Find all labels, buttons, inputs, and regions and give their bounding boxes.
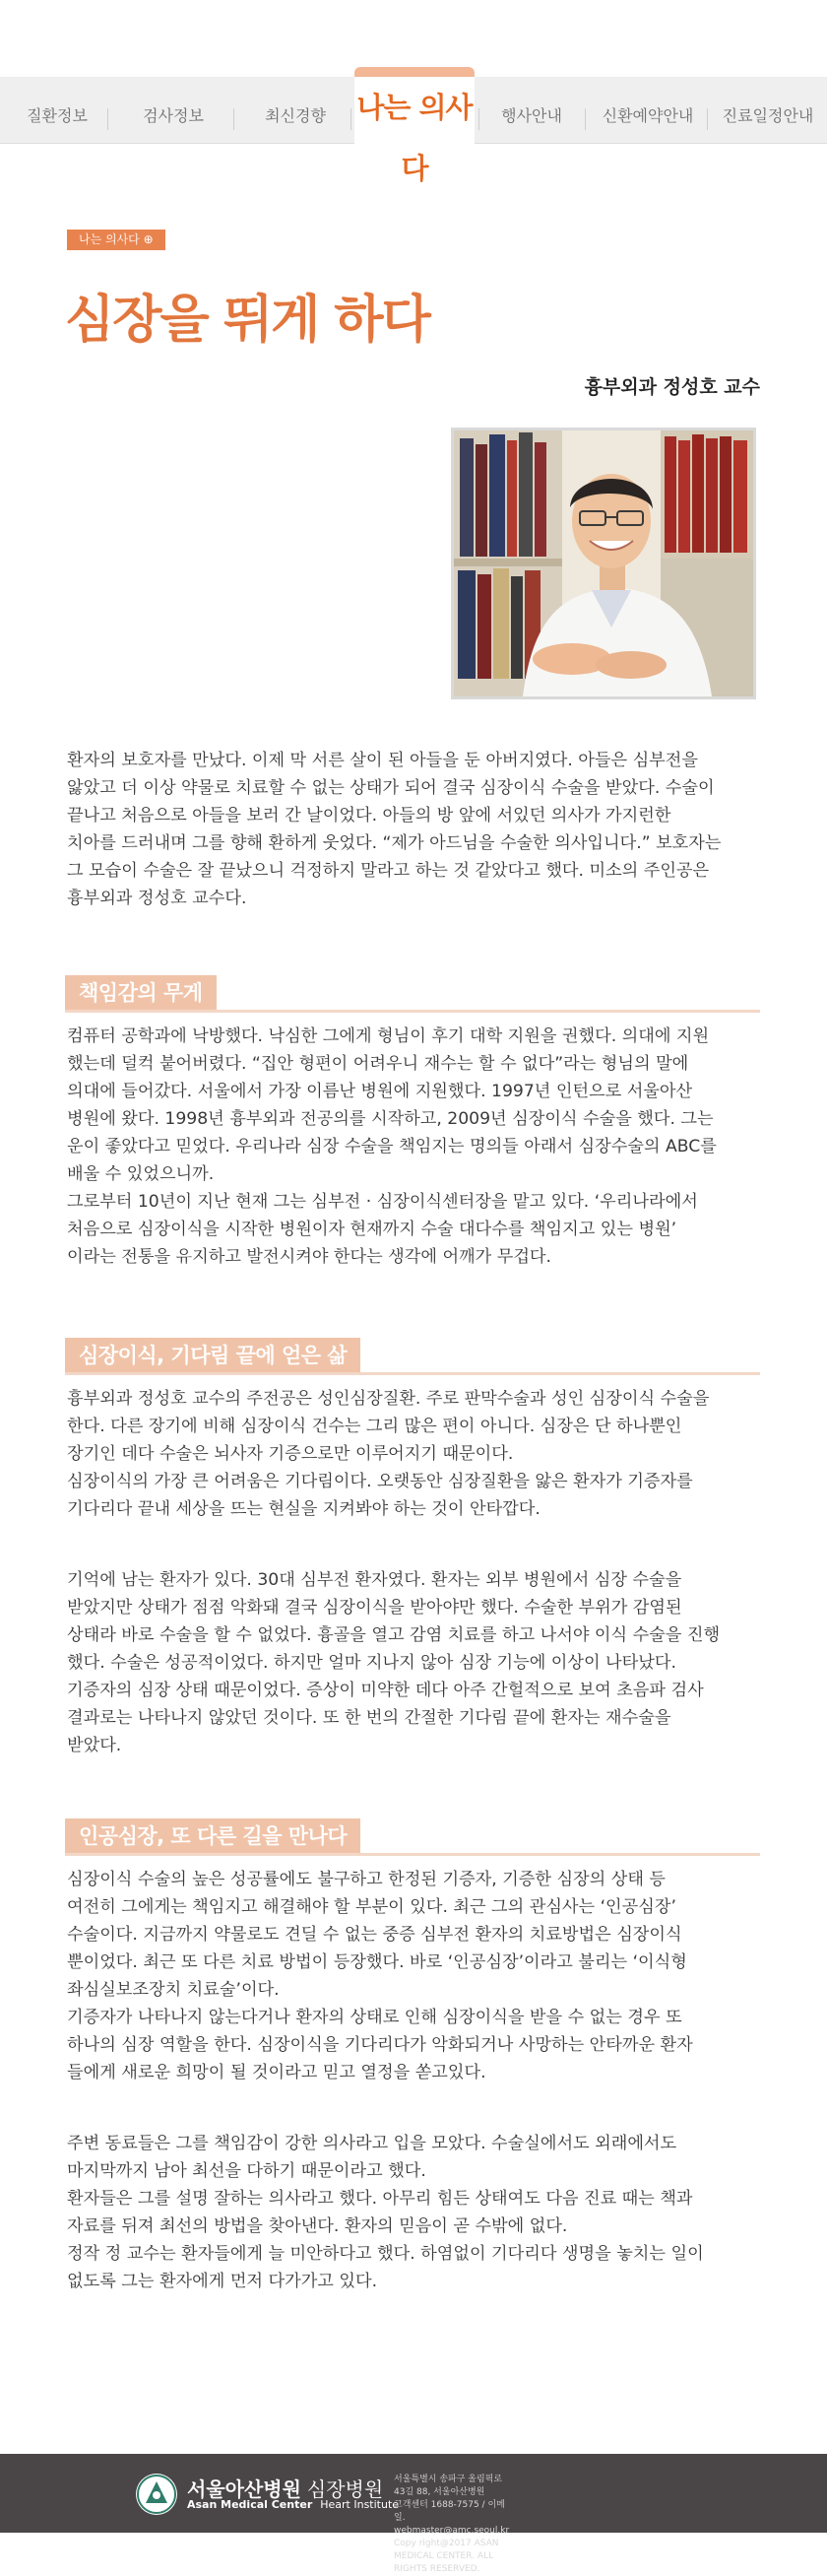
- section-3-paragraph-1: 심장이식 수술의 높은 성공률에도 불구하고 한정된 기증자, 기증한 심장의 상태 등 여전히 그에게는 책임지고 해결해야 할 부분이 있다. 최근 그의 관심사는 ‘인공심장’ 수술이다. 지금까지 약물로도 견딜 수 없는 중증 심부전 환자의 치료방법은 심장이식 뿐이었다. 최근 또 다른 치료 방법이 등장했다. 바로 ‘인공심장’이라고 불리는 ‘이식형 좌심실보조장치 치료술’이다. 기증자가 나타나지 않는다거나 환자의 상태로 인해 심장이식을 받을 수 없는 경우 또 하나의 심장 역할을 한다. 심장이식을 기다리다가 악화되거나 사망하는 안타까운 환자 들에게 새로운 희망이 될 것이라고 믿고 열정을 쏟고있다.: [67, 1870, 693, 2082]
- section-heading-responsibility: [65, 975, 760, 1013]
- page-title: 심장을 뛰게 하다: [65, 291, 429, 350]
- nav-item-new-patient-reservation[interactable]: 신환예약안내: [602, 106, 694, 125]
- doctor-photo: [451, 428, 756, 699]
- nav-divider: [107, 108, 108, 130]
- breadcrumb[interactable]: 나는 의사다 ⊕: [67, 230, 165, 250]
- nav-item-events[interactable]: 행사안내: [501, 106, 562, 125]
- doctor-photo-illustration: [454, 430, 753, 696]
- nav-divider: [585, 108, 586, 130]
- nav-divider: [233, 108, 234, 130]
- section-heading-artificial-heart: [65, 1818, 760, 1856]
- hospital-logo-mark: [136, 2474, 177, 2515]
- section-heading-label: 심장이식, 기다림 끝에 얻은 삶: [65, 1338, 360, 1373]
- nav-item-disease-info[interactable]: 질환정보: [27, 106, 88, 125]
- brand-subname-english: Heart Institute: [320, 2498, 400, 2511]
- section-heading-rule: [65, 1010, 760, 1013]
- nav-item-test-info[interactable]: 검사정보: [143, 106, 204, 125]
- section-3-paragraph-2: 주변 동료들은 그를 책임감이 강한 의사라고 입을 모았다. 수술실에서도 외래에서도 마지막까지 남아 최선을 다하기 때문이라고 했다. 환자들은 그를 설명 잘하는 의사라고 했다. 아무리 힘든 상태여도 다음 진료 때는 책과 자료를 뒤져 최선의 방법을 찾아낸다. 환자의 믿음이 곧 수밖에 없다. 정작 정 교수는 환자들에게 늘 미안하다고 했다. 하염없이 기다리다 생명을 놓치는 일이 없도록 그는 환자에게 먼저 다가가고 있다.: [67, 2134, 704, 2291]
- section-heading-rule: [65, 1372, 760, 1375]
- author-byline: 흉부외과 정성호 교수: [584, 376, 760, 398]
- brand-name-english: Asan Medical Center: [187, 2498, 313, 2511]
- brand-subname: 심장병원: [306, 2477, 384, 2501]
- nav-divider: [707, 108, 708, 130]
- footer-brand-english: [187, 2498, 399, 2511]
- section-2-paragraph-2: 기억에 남는 환자가 있다. 30대 심부전 환자였다. 환자는 외부 병원에서 심장 수술을 받았지만 상태가 점점 악화돼 결국 심장이식을 받아야만 했다. 수술한 부위가 감염된 상태라 바로 수술을 할 수 없었다. 흉골을 열고 감염 치료를 하고 나서야 이식 수술을 진행 했다. 수술은 성공적이었다. 하지만 얼마 지나지 않아 심장 기능에 이상이 나타났다. 기증자의 심장 상태 때문이었다. 증상이 미약한 데다 아주 간헐적으로 보여 초음파 검사 결과로는 나타나지 않았던 것이다. 또 한 번의 간절한 기다림 끝에 환자는 재수술을 받았다.: [67, 1570, 721, 1755]
- brand-name: 서울아산병원: [187, 2477, 301, 2501]
- nav-item-latest-trends[interactable]: 최신경향: [265, 106, 326, 125]
- nav-item-i-am-a-doctor[interactable]: [354, 67, 475, 185]
- hospital-logo-icon: [136, 2474, 177, 2515]
- nav-item-clinic-schedule[interactable]: 진료일정안내: [722, 106, 814, 125]
- section-heading-label: 인공심장, 또 다른 길을 만나다: [65, 1818, 360, 1854]
- section-heading-rule: [65, 1853, 760, 1856]
- nav-active-label: 나는 의사다: [356, 91, 473, 185]
- footer: [0, 2454, 827, 2574]
- section-heading-label: 책임감의 무게: [65, 975, 217, 1011]
- nav-divider: [350, 108, 351, 130]
- section-2-paragraph-1: 흉부외과 정성호 교수의 주전공은 성인심장질환. 주로 판막수술과 성인 심장이식 수술을 한다. 다른 장기에 비해 심장이식 건수는 그리 많은 편이 아니다. 심장은 단 하나뿐인 장기인 데다 수술은 뇌사자 기증으로만 이루어지기 때문이다. 심장이식의 가장 큰 어려움은 기다림이다. 오랫동안 심장질환을 앓은 환자가 기증자를 기다리다 끝내 세상을 뜨는 현실을 지켜봐야 하는 것이 안타깝다.: [67, 1389, 710, 1519]
- intro-paragraph: 환자의 보호자를 만났다. 이제 막 서른 살이 된 아들을 둔 아버지였다. 아들은 심부전을 앓았고 더 이상 약물로 치료할 수 없는 상태가 되어 결국 심장이식 수술을 받았다. 수술이 끝나고 처음으로 아들을 보러 간 날이었다. 아들의 방 앞에 서있던 의사가 가지런한 치아를 드러내며 그를 향해 환하게 웃었다. “제가 아드님을 수술한 의사입니다.” 보호자는 그 모습이 수술은 잘 끝났으니 걱정하지 말라고 하는 것 같았다고 했다. 미소의 주인공은 흉부외과 정성호 교수다.: [67, 751, 722, 908]
- section-1-paragraph-1: 컴퓨터 공학과에 낙방했다. 낙심한 그에게 형님이 후기 대학 지원을 권했다. 의대에 지원 했는데 덜컥 붙어버렸다. “집안 형편이 어려우니 재수는 할 수 없다”라는 형님의 말에 의대에 들어갔다. 서울에서 가장 이름난 병원에 지원했다. 1997년 인턴으로 서울아산 병원에 왔다. 1998년 흉부외과 전공의를 시작하고, 2009년 심장이식 수술을 했다. 그는 운이 좋았다고 믿었다. 우리나라 심장 수술을 책임지는 명의들 아래서 심장수술의 ABC를 배울 수 있었으니까. 그로부터 10년이 지난 현재 그는 심부전 · 심장이식센터장을 맡고 있다. ‘우리나라에서 처음으로 심장이식을 시작한 병원이자 현재까지 수술 대다수를 책임지고 있는 병원’ 이라는 전통을 유지하고 발전시켜야 한다는 생각에 어깨가 무겁다.: [67, 1026, 717, 1267]
- nav-divider: [478, 108, 479, 130]
- section-heading-heart-transplant: [65, 1338, 760, 1375]
- footer-contact-info: 서울특별시 송파구 올림픽로 43길 88, 서울아산병원 고객센터 1688-7575 / 이메일. webmaster@amc.seoul.kr Copy right@2017 ASAN MEDICAL CENTER. ALL RIGHTS RESERVED.: [394, 2475, 510, 2574]
